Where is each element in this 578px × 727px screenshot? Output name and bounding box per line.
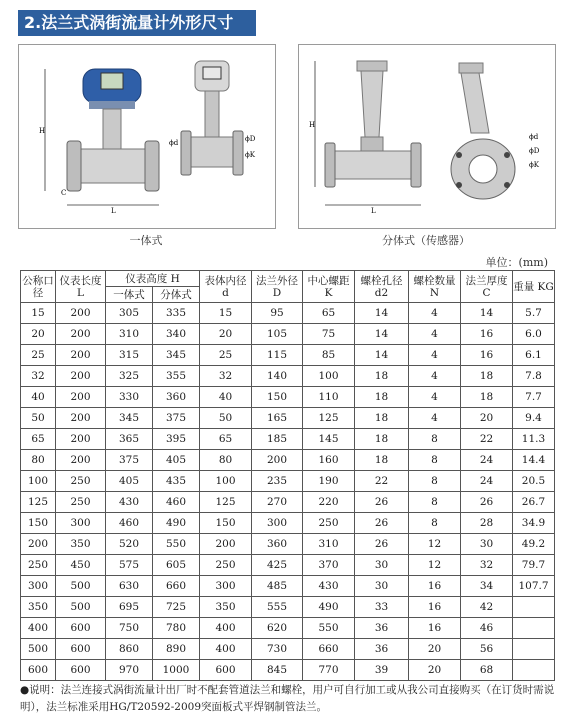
table-cell: 460 [153,492,200,513]
split-dim-label-D: ϕD [529,147,540,155]
table-cell: 110 [303,387,355,408]
header-weight: 重量 KG [513,271,555,303]
table-cell: 450 [56,555,106,576]
table-cell: 250 [56,471,106,492]
table-cell: 14 [355,324,409,345]
table-cell: 150 [200,513,252,534]
split-sensor-drawing [299,45,555,228]
table-row [21,345,555,366]
table-cell: 7.8 [513,366,555,387]
table-cell: 18 [355,429,409,450]
table-cell: 105 [252,324,303,345]
table-cell: 425 [252,555,303,576]
table-cell: 16 [461,324,513,345]
table-cell: 310 [106,324,153,345]
table-cell: 28 [461,513,513,534]
table-cell: 600 [200,660,252,681]
table-cell: 605 [153,555,200,576]
table-cell: 32 [21,366,56,387]
table-row [21,387,555,408]
table-cell: 335 [153,303,200,324]
table-cell: 14.4 [513,450,555,471]
table-cell: 36 [355,639,409,660]
table-cell: 125 [21,492,56,513]
table-row [21,366,555,387]
unit-label: 单位：(mm) [485,256,548,269]
table-cell: 4 [409,387,461,408]
header-inner-diameter: 表体内径 d [200,271,252,303]
table-cell: 300 [21,576,56,597]
table-cell: 100 [200,471,252,492]
table-cell: 95 [252,303,303,324]
table-cell: 50 [21,408,56,429]
table-cell: 5.7 [513,303,555,324]
table-cell: 6.0 [513,324,555,345]
table-cell: 490 [153,513,200,534]
dim-label-K: ϕK [245,151,256,159]
table-cell: 160 [303,450,355,471]
dim-label-c: C [61,189,67,197]
header-height-split: 分体式 [153,287,200,303]
table-cell: 300 [252,513,303,534]
table-cell: 34 [461,576,513,597]
table-cell: 360 [153,387,200,408]
table-cell: 18 [355,387,409,408]
table-cell: 200 [56,324,106,345]
dim-label-h: H [39,127,46,135]
table-cell: 220 [303,492,355,513]
table-cell: 125 [303,408,355,429]
table-cell: 200 [56,366,106,387]
table-cell: 65 [200,429,252,450]
table-row [21,639,555,660]
table-cell: 16 [409,576,461,597]
table-cell: 600 [56,660,106,681]
table-cell: 32 [200,366,252,387]
table-cell: 340 [153,324,200,345]
table-cell: 555 [252,597,303,618]
table-cell: 250 [200,555,252,576]
table-cell: 7.7 [513,387,555,408]
table-cell: 32 [461,555,513,576]
table-cell: 575 [106,555,153,576]
table-row [21,555,555,576]
table-cell: 4 [409,366,461,387]
table-row [21,324,555,345]
table-cell: 4 [409,324,461,345]
table-cell: 315 [106,345,153,366]
table-cell: 22 [355,471,409,492]
table-cell: 20 [200,324,252,345]
table-cell: 490 [303,597,355,618]
table-cell: 860 [106,639,153,660]
table-cell: 15 [21,303,56,324]
table-cell: 200 [56,303,106,324]
table-cell: 345 [106,408,153,429]
table-cell: 11.3 [513,429,555,450]
header-height: 仪表高度 H [106,271,200,287]
section-title: 2.法兰式涡街流量计外形尺寸 [18,10,256,36]
table-cell: 300 [200,576,252,597]
table-row [21,303,555,324]
table-cell: 200 [56,387,106,408]
table-cell: 36 [355,618,409,639]
table-cell: 8 [409,513,461,534]
table-cell: 75 [303,324,355,345]
table-cell: 20.5 [513,471,555,492]
header-height-integral: 一体式 [106,287,153,303]
table-cell: 550 [303,618,355,639]
table-row [21,597,555,618]
table-cell: 330 [106,387,153,408]
table-cell: 310 [303,534,355,555]
dim-label-D: ϕD [245,135,256,143]
table-cell: 42 [461,597,513,618]
table-cell: 150 [21,513,56,534]
table-cell: 14 [355,303,409,324]
dim-label-l: L [111,207,116,215]
table-cell: 85 [303,345,355,366]
table-cell: 30 [461,534,513,555]
table-cell: 26.7 [513,492,555,513]
table-cell: 430 [106,492,153,513]
dimension-table [20,270,555,681]
table-cell: 200 [56,450,106,471]
table-cell: 750 [106,618,153,639]
table-cell: 26 [355,492,409,513]
table-cell: 14 [355,345,409,366]
table-cell: 250 [21,555,56,576]
table-cell: 20 [409,639,461,660]
header-dn: 公称口径 [21,271,56,303]
footnote: ●说明：法兰连接式涡街流量计出厂时不配套管道法兰和螺栓，用户可自行加工或从我公司直接购买（在订货时需说明），法兰标准采用HG/T20592-2009突面板式平焊钢制管法兰。 [20,684,555,713]
table-cell: 68 [461,660,513,681]
table-cell: 20 [21,324,56,345]
table-cell: 16 [461,345,513,366]
table-cell: 250 [303,513,355,534]
table-cell: 150 [252,387,303,408]
split-dim-label-K: ϕK [529,161,540,169]
table-cell: 56 [461,639,513,660]
header-flange-od: 法兰外径 D [252,271,303,303]
table-cell: 4 [409,303,461,324]
table-cell: 365 [106,429,153,450]
table-cell: 40 [21,387,56,408]
table-cell: 235 [252,471,303,492]
table-cell: 18 [355,366,409,387]
table-cell: 200 [200,534,252,555]
table-row [21,576,555,597]
table-cell: 8 [409,471,461,492]
split-dim-label-d: ϕd [529,133,539,141]
table-cell: 200 [21,534,56,555]
table-cell: 16 [409,618,461,639]
table-cell: 100 [21,471,56,492]
table-cell: 620 [252,618,303,639]
split-dim-label-l: L [371,207,376,215]
table-cell: 405 [153,450,200,471]
table-cell: 270 [252,492,303,513]
table-cell: 600 [21,660,56,681]
table-row [21,429,555,450]
table-cell: 18 [355,408,409,429]
table-cell: 39 [355,660,409,681]
table-cell: 20 [409,660,461,681]
table-cell: 15 [200,303,252,324]
header-flange-thickness: 法兰厚度 C [461,271,513,303]
table-cell: 600 [56,639,106,660]
table-cell: 4 [409,345,461,366]
table-cell: 40 [200,387,252,408]
table-cell: 520 [106,534,153,555]
table-cell: 65 [21,429,56,450]
table-row [21,513,555,534]
table-cell: 22 [461,429,513,450]
table-cell: 33 [355,597,409,618]
table-cell: 485 [252,576,303,597]
table-cell: 80 [200,450,252,471]
table-cell: 79.7 [513,555,555,576]
table-cell: 355 [153,366,200,387]
integral-meter-drawing [19,45,275,228]
table-cell [513,639,555,660]
table-cell: 430 [303,576,355,597]
table-cell: 200 [56,429,106,450]
table-cell: 970 [106,660,153,681]
table-cell: 8 [409,429,461,450]
dim-label-d: ϕd [169,139,179,147]
table-cell: 125 [200,492,252,513]
table-cell: 630 [106,576,153,597]
table-cell: 395 [153,429,200,450]
table-cell: 34.9 [513,513,555,534]
table-cell: 405 [106,471,153,492]
table-cell: 30 [355,555,409,576]
table-cell: 6.1 [513,345,555,366]
table-row [21,492,555,513]
table-cell: 8 [409,492,461,513]
table-cell: 16 [409,597,461,618]
table-cell: 12 [409,555,461,576]
table-cell: 1000 [153,660,200,681]
table-cell: 4 [409,408,461,429]
split-caption: 分体式（传感器） [382,234,470,247]
table-cell: 350 [56,534,106,555]
table-cell: 370 [303,555,355,576]
table-cell: 400 [200,639,252,660]
table-cell: 26 [355,513,409,534]
table-cell [513,618,555,639]
table-row [21,408,555,429]
table-cell: 350 [200,597,252,618]
table-cell: 165 [252,408,303,429]
table-cell: 46 [461,618,513,639]
table-cell: 65 [303,303,355,324]
table-cell: 30 [355,576,409,597]
header-bolt-hole: 螺栓孔径 d2 [355,271,409,303]
table-cell: 20 [461,408,513,429]
table-cell: 18 [461,387,513,408]
table-cell: 400 [200,618,252,639]
header-bolt-count: 螺栓数量 N [409,271,461,303]
table-cell: 200 [56,408,106,429]
table-cell: 8 [409,450,461,471]
table-cell: 695 [106,597,153,618]
table-cell: 115 [252,345,303,366]
table-cell: 550 [153,534,200,555]
table-cell: 12 [409,534,461,555]
header-length: 仪表长度 L [56,271,106,303]
table-cell: 660 [303,639,355,660]
integral-meter-photo [18,44,276,229]
table-cell: 325 [106,366,153,387]
table-cell: 730 [252,639,303,660]
table-cell: 200 [252,450,303,471]
table-cell: 107.7 [513,576,555,597]
table-cell: 375 [153,408,200,429]
table-cell: 375 [106,450,153,471]
split-sensor-photo [298,44,556,229]
table-cell: 350 [21,597,56,618]
table-cell: 145 [303,429,355,450]
table-row [21,450,555,471]
table-cell: 345 [153,345,200,366]
table-cell: 400 [21,618,56,639]
table-cell: 300 [56,513,106,534]
table-row [21,660,555,681]
table-cell: 500 [56,597,106,618]
table-cell: 660 [153,576,200,597]
table-cell: 25 [200,345,252,366]
table-row [21,534,555,555]
table-cell: 100 [303,366,355,387]
table-cell: 24 [461,450,513,471]
table-cell: 190 [303,471,355,492]
table-cell: 500 [56,576,106,597]
table-cell: 140 [252,366,303,387]
table-cell: 780 [153,618,200,639]
split-dim-label-h: H [309,121,316,129]
table-cell: 435 [153,471,200,492]
integral-caption: 一体式 [129,234,163,247]
table-cell: 890 [153,639,200,660]
table-cell: 305 [106,303,153,324]
table-cell: 845 [252,660,303,681]
table-cell: 200 [56,345,106,366]
table-body [21,303,555,681]
table-cell: 460 [106,513,153,534]
table-cell: 600 [56,618,106,639]
table-cell: 80 [21,450,56,471]
table-cell [513,660,555,681]
header-bolt-circle: 中心螺距 K [303,271,355,303]
table-cell: 50 [200,408,252,429]
table-cell: 9.4 [513,408,555,429]
table-cell: 500 [21,639,56,660]
table-cell: 18 [355,450,409,471]
table-cell: 26 [461,492,513,513]
table-row [21,618,555,639]
table-cell: 770 [303,660,355,681]
table-cell: 250 [56,492,106,513]
table-cell: 25 [21,345,56,366]
table-cell: 360 [252,534,303,555]
table-cell: 49.2 [513,534,555,555]
table-cell: 185 [252,429,303,450]
table-cell: 14 [461,303,513,324]
table-cell: 24 [461,471,513,492]
table-cell: 26 [355,534,409,555]
table-cell: 725 [153,597,200,618]
table-cell: 18 [461,366,513,387]
table-cell [513,597,555,618]
table-row [21,471,555,492]
